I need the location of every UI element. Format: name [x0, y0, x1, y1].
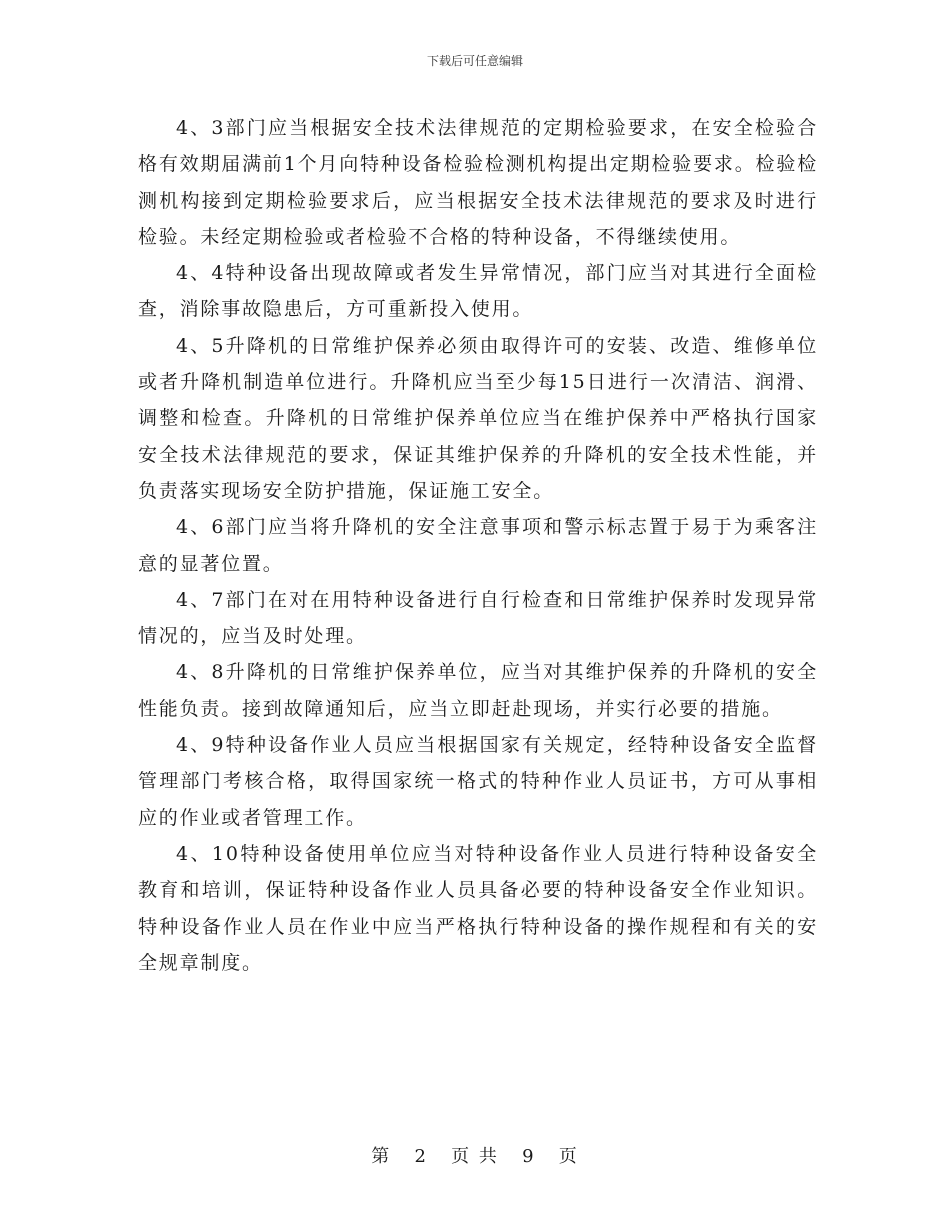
paragraph-4-10: 4、10特种设备使用单位应当对特种设备作业人员进行特种设备安全教育和培训，保证特种设备作业人员具备必要的特种设备安全作业知识。特种设备作业人员在作业中应当严格执行特种设备的操作规程和有关的安全规章制度。 — [138, 842, 818, 974]
page-suffix: 页 — [558, 1146, 579, 1167]
paragraph-4-5: 4、5升降机的日常维护保养必须由取得许可的安装、改造、维修单位或者升降机制造单位进行。升降机应当至少每15日进行一次清洁、润滑、调整和检查。升降机的日常维护保养单位应当在维护保养中严格执行国家安全技术法律规范的要求，保证其维护保养的升降机的安全技术性能，并负责落实现场安全防护措施，保证施工安全。 — [138, 334, 818, 502]
paragraph-4-9: 4、9特种设备作业人员应当根据国家有关规定，经特种设备安全监督管理部门考核合格，取得国家统一格式的特种作业人员证书，方可从事相应的作业或者管理工作。 — [138, 734, 818, 829]
page-prefix: 第 — [371, 1146, 392, 1167]
document-body — [138, 110, 818, 981]
paragraph-4-7: 4、7部门在对在用特种设备进行自行检查和日常维护保养时发现异常情况的，应当及时处理。 — [138, 588, 818, 648]
header-note: 下载后可任意编辑 — [426, 54, 523, 68]
page-total: 9 — [522, 1146, 536, 1167]
page-number — [0, 1146, 950, 1168]
page-current: 2 — [414, 1146, 428, 1167]
paragraph-4-6: 4、6部门应当将升降机的安全注意事项和警示标志置于易于为乘客注意的显著位置。 — [138, 516, 818, 575]
paragraph-4-3: 4、3部门应当根据安全技术法律规范的定期检验要求，在安全检验合格有效期届满前1个月向特种设备检验检测机构提出定期检验要求。检验检测机构接到定期检验要求后，应当根据安全技术法律规范的要求及时进行检验。未经定期检验或者检验不合格的特种设备，不得继续使用。 — [138, 117, 818, 248]
paragraph-4-4: 4、4特种设备出现故障或者发生异常情况，部门应当对其进行全面检查，消除事故隐患后，方可重新投入使用。 — [138, 262, 818, 321]
page-header — [0, 53, 950, 69]
paragraph-4-8: 4、8升降机的日常维护保养单位，应当对其维护保养的升降机的安全性能负责。接到故障通知后，应当立即赶赴现场，并实行必要的措施。 — [138, 661, 818, 720]
page-mid: 页 共 — [451, 1146, 499, 1167]
